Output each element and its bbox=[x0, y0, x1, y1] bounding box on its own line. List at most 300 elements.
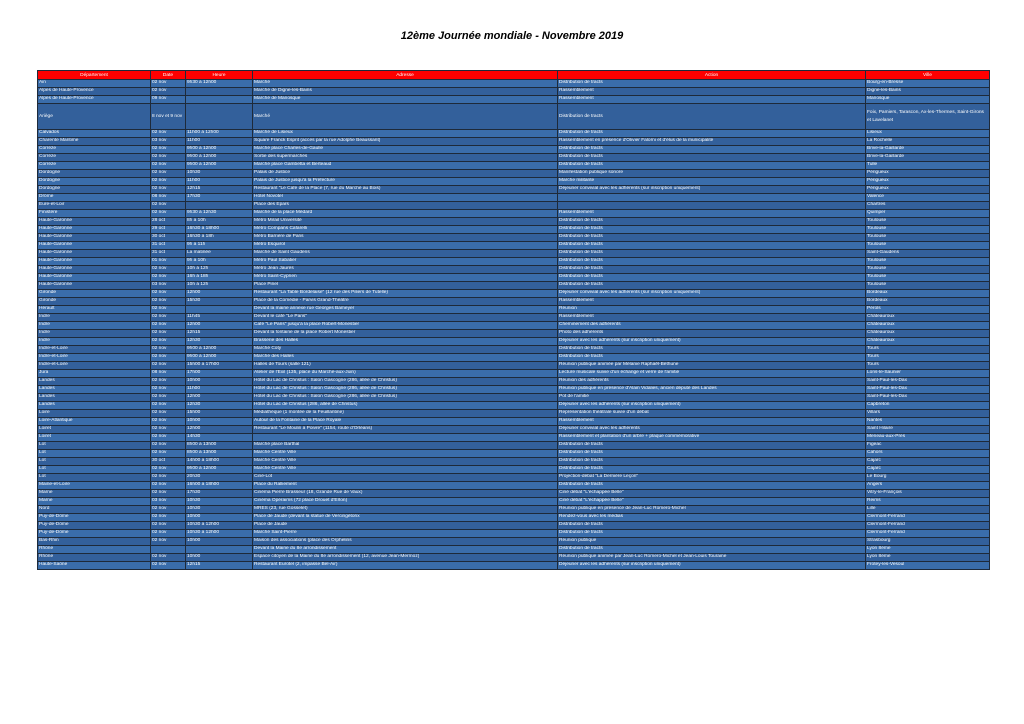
adresse-cell: MRES (23, rue Gosselet) bbox=[253, 506, 558, 514]
date-cell: 02 nov bbox=[151, 146, 186, 154]
table-row bbox=[38, 434, 990, 442]
heure-cell bbox=[186, 96, 253, 104]
action-cell: Réunion bbox=[558, 306, 866, 314]
table-row bbox=[38, 226, 990, 234]
table-header-row bbox=[38, 71, 990, 80]
table-row bbox=[38, 306, 990, 314]
action-cell: Réunion des adhérents bbox=[558, 378, 866, 386]
departement-cell: Haute-Garonne bbox=[38, 266, 151, 274]
action-cell: Rassemblement et plantation d'un arbre + plaque commémorative bbox=[558, 434, 866, 442]
action-cell: Déjeuner avec les adhérents (sur inscription uniquement) bbox=[558, 338, 866, 346]
action-cell: Distribution de tracts bbox=[558, 226, 866, 234]
ville-cell: Châteauroux bbox=[866, 314, 990, 322]
action-cell: Distribution de tracts bbox=[558, 162, 866, 170]
table-row bbox=[38, 80, 990, 88]
adresse-cell: Marché bbox=[253, 80, 558, 88]
departement-cell: Hérault bbox=[38, 306, 151, 314]
heure-cell bbox=[186, 104, 253, 130]
ville-cell: Châteauroux bbox=[866, 338, 990, 346]
date-cell: 02 nov bbox=[151, 474, 186, 482]
adresse-cell: Palais de Justice bbox=[253, 170, 558, 178]
ville-cell: Brive-la-Gaillarde bbox=[866, 154, 990, 162]
action-cell: Lecture musicale suivie d'un échange et verre de l'amitié bbox=[558, 370, 866, 378]
adresse-cell: Devant la mairie annexe rue Georges Bameyer bbox=[253, 306, 558, 314]
date-cell: 02 nov bbox=[151, 418, 186, 426]
table-row bbox=[38, 242, 990, 250]
action-cell: Distribution de tracts bbox=[558, 242, 866, 250]
heure-cell: 8h00 à 13h00 bbox=[186, 450, 253, 458]
heure-cell bbox=[186, 88, 253, 96]
adresse-cell: Ciné-Lot bbox=[253, 474, 558, 482]
date-cell: 03 nov bbox=[151, 498, 186, 506]
departement-cell: Calvados bbox=[38, 130, 151, 138]
adresse-cell: Place de Jaude (devant la statue de Vercingétorix bbox=[253, 514, 558, 522]
heure-cell: 16h à 18h bbox=[186, 274, 253, 282]
table-row bbox=[38, 96, 990, 104]
table-row bbox=[38, 186, 990, 194]
departement-cell: Lot bbox=[38, 450, 151, 458]
action-cell: Distribution de tracts bbox=[558, 218, 866, 226]
date-cell: 02 nov bbox=[151, 378, 186, 386]
column-header: Date bbox=[151, 71, 186, 80]
ville-cell: Quimper bbox=[866, 210, 990, 218]
table-row bbox=[38, 546, 990, 554]
table-row bbox=[38, 178, 990, 186]
ville-cell: Saint-Gaudens bbox=[866, 250, 990, 258]
heure-cell: 12h00 bbox=[186, 394, 253, 402]
table-row bbox=[38, 514, 990, 522]
departement-cell: Ain bbox=[38, 80, 151, 88]
action-cell: Rassemblement bbox=[558, 210, 866, 218]
heure-cell: 10h00 bbox=[186, 538, 253, 546]
date-cell: 03 nov bbox=[151, 138, 186, 146]
column-header: Adresse bbox=[253, 71, 558, 80]
ville-cell: Tours bbox=[866, 346, 990, 354]
ville-cell: Cajarc bbox=[866, 466, 990, 474]
ville-cell: Valence bbox=[866, 194, 990, 202]
heure-cell: 9h00 à 12h00 bbox=[186, 466, 253, 474]
heure-cell: 10h à 12h bbox=[186, 266, 253, 274]
departement-cell: Haute-Garonne bbox=[38, 234, 151, 242]
adresse-cell: Cinéma Pierre Brasseur (18, Grande Rue de Vaux) bbox=[253, 490, 558, 498]
heure-cell: 10h00 bbox=[186, 554, 253, 562]
date-cell: 02 nov bbox=[151, 514, 186, 522]
departement-cell: Haute-Garonne bbox=[38, 218, 151, 226]
action-cell: Rendez-vous avec les médias bbox=[558, 514, 866, 522]
table-row bbox=[38, 194, 990, 202]
table-row bbox=[38, 298, 990, 306]
date-cell: 02 nov bbox=[151, 330, 186, 338]
ville-cell: Périgueux bbox=[866, 170, 990, 178]
departement-cell: Eure-et-Loir bbox=[38, 202, 151, 210]
heure-cell: 16h30 à 18h00 bbox=[186, 226, 253, 234]
table-row bbox=[38, 314, 990, 322]
heure-cell: 11h00 bbox=[186, 386, 253, 394]
adresse-cell: Métro Barrière de Paris bbox=[253, 234, 558, 242]
departement-cell: Puy-de-Dôme bbox=[38, 522, 151, 530]
departement-cell: Indre-et-Loire bbox=[38, 362, 151, 370]
ville-cell: Frotey-les-Vesoul bbox=[866, 562, 990, 570]
ville-cell: Périgueux bbox=[866, 178, 990, 186]
adresse-cell: Restaurant "La Table Bordelaise" (12 rue des Piliers de Tutelle) bbox=[253, 290, 558, 298]
adresse-cell: Marché de Saint Gaudens bbox=[253, 250, 558, 258]
action-cell: Cheminement des adhérents bbox=[558, 322, 866, 330]
page-title: 12ème Journée mondiale - Novembre 2019 bbox=[400, 30, 624, 42]
date-cell: 02 nov bbox=[151, 522, 186, 530]
ville-cell: Digne-les-Bains bbox=[866, 88, 990, 96]
action-cell: Distribution de tracts bbox=[558, 234, 866, 242]
heure-cell bbox=[186, 202, 253, 210]
departement-cell: Corrèze bbox=[38, 162, 151, 170]
adresse-cell: Devant la Mairie du 8e arrondissement bbox=[253, 546, 558, 554]
table-row bbox=[38, 450, 990, 458]
table-row bbox=[38, 250, 990, 258]
heure-cell: 12h30 bbox=[186, 402, 253, 410]
heure-cell: 14h30 bbox=[186, 434, 253, 442]
heure-cell: 11h00 bbox=[186, 138, 253, 146]
departement-cell: Indre-et-Loire bbox=[38, 346, 151, 354]
ville-cell: Brive-la-Gaillarde bbox=[866, 146, 990, 154]
departement-cell: Lot bbox=[38, 466, 151, 474]
date-cell: 02 nov bbox=[151, 170, 186, 178]
date-cell: 02 nov bbox=[151, 88, 186, 96]
date-cell: 28 oct bbox=[151, 218, 186, 226]
adresse-cell: Hôtel du Lac de Christus (286, allée de Christus) bbox=[253, 402, 558, 410]
table-row bbox=[38, 104, 990, 130]
action-cell: Représentation théâtrale suivie d'un débat bbox=[558, 410, 866, 418]
date-cell: 30 oct bbox=[151, 458, 186, 466]
ville-cell: Tours bbox=[866, 362, 990, 370]
action-cell: Rassemblement bbox=[558, 298, 866, 306]
date-cell: 02 nov bbox=[151, 562, 186, 570]
date-cell: 02 nov bbox=[151, 290, 186, 298]
heure-cell: 12h15 bbox=[186, 562, 253, 570]
adresse-cell: Marché place Barthal bbox=[253, 442, 558, 450]
action-cell: Distribution de tracts bbox=[558, 530, 866, 538]
table-row bbox=[38, 554, 990, 562]
departement-cell: Loire bbox=[38, 410, 151, 418]
date-cell: 02 nov bbox=[151, 490, 186, 498]
departement-cell: Haute-Garonne bbox=[38, 226, 151, 234]
action-cell: Rassemblement bbox=[558, 96, 866, 104]
date-cell: 02 nov bbox=[151, 354, 186, 362]
adresse-cell: Métro Mirail Université bbox=[253, 218, 558, 226]
events-table bbox=[37, 70, 990, 570]
heure-cell: 8h à 10h bbox=[186, 218, 253, 226]
action-cell: Réunion publique bbox=[558, 538, 866, 546]
heure-cell: 10h00 bbox=[186, 514, 253, 522]
ville-cell: Vitry-le-François bbox=[866, 490, 990, 498]
departement-cell: Finistère bbox=[38, 210, 151, 218]
ville-cell: Lyon 8ème bbox=[866, 554, 990, 562]
table-row bbox=[38, 418, 990, 426]
column-header: Département bbox=[38, 71, 151, 80]
adresse-cell: Brasserie des Halles bbox=[253, 338, 558, 346]
departement-cell: Indre bbox=[38, 322, 151, 330]
action-cell: Distribution de tracts bbox=[558, 154, 866, 162]
date-cell: 02 nov bbox=[151, 362, 186, 370]
adresse-cell: Hôtel du Lac de Christus : Salon Gascogne (286, allée de Christus) bbox=[253, 394, 558, 402]
table-row bbox=[38, 410, 990, 418]
ville-cell: Pérols bbox=[866, 306, 990, 314]
adresse-cell: Sortie des supermarchés bbox=[253, 154, 558, 162]
table-row bbox=[38, 386, 990, 394]
heure-cell: 8h00 à 13h00 bbox=[186, 442, 253, 450]
ville-cell: Strasbourg bbox=[866, 538, 990, 546]
adresse-cell: Place Pinel bbox=[253, 282, 558, 290]
adresse-cell: Métro Compans Cafarelli bbox=[253, 226, 558, 234]
heure-cell: 17h30 bbox=[186, 194, 253, 202]
departement-cell: Alpes de Haute-Provence bbox=[38, 88, 151, 96]
action-cell: Distribution de tracts bbox=[558, 522, 866, 530]
table-row bbox=[38, 146, 990, 154]
ville-cell: Angers bbox=[866, 482, 990, 490]
adresse-cell: Cinéma Opéraims (72 place Drouet d'Erlon) bbox=[253, 498, 558, 506]
adresse-cell: Marché Centre Ville bbox=[253, 466, 558, 474]
heure-cell: 10h à 12h bbox=[186, 282, 253, 290]
action-cell bbox=[558, 202, 866, 210]
table-row bbox=[38, 88, 990, 96]
heure-cell: 9h00 à 12h00 bbox=[186, 146, 253, 154]
date-cell: 02 nov bbox=[151, 298, 186, 306]
adresse-cell: Restaurant "Le Café de la Place (7, rue du Marché au Bois) bbox=[253, 186, 558, 194]
date-cell: 02 nov bbox=[151, 306, 186, 314]
adresse-cell: Marché Centre Ville bbox=[253, 458, 558, 466]
table-row bbox=[38, 338, 990, 346]
heure-cell: 12h00 bbox=[186, 426, 253, 434]
departement-cell: Lot bbox=[38, 474, 151, 482]
table-row bbox=[38, 162, 990, 170]
action-cell: Déjeuner convivial avec les adhérents (sur inscription uniquement) bbox=[558, 290, 866, 298]
action-cell: Distribution de tracts bbox=[558, 80, 866, 88]
adresse-cell: Maison des associations (place des Orphelins bbox=[253, 538, 558, 546]
date-cell: 08 nov bbox=[151, 370, 186, 378]
adresse-cell: Hôtel Novotel bbox=[253, 194, 558, 202]
departement-cell: Dordogne bbox=[38, 170, 151, 178]
departement-cell: Haute-Garonne bbox=[38, 242, 151, 250]
heure-cell: 9h00 à 12h00 bbox=[186, 346, 253, 354]
departement-cell: Lot bbox=[38, 442, 151, 450]
departement-cell: Landes bbox=[38, 386, 151, 394]
adresse-cell: Médiathèque (1 montée de la Feuillantine) bbox=[253, 410, 558, 418]
date-cell: 02 nov bbox=[151, 434, 186, 442]
ville-cell: Clermont-Ferrand bbox=[866, 514, 990, 522]
action-cell: Photo des adhérents bbox=[558, 330, 866, 338]
date-cell: 02 nov bbox=[151, 130, 186, 138]
table-row bbox=[38, 506, 990, 514]
departement-cell: Ariège bbox=[38, 104, 151, 130]
date-cell: 02 nov bbox=[151, 178, 186, 186]
adresse-cell: Métro Jean Jaurès bbox=[253, 266, 558, 274]
ville-cell: Toulouse bbox=[866, 218, 990, 226]
heure-cell: 11h45 bbox=[186, 314, 253, 322]
heure-cell: 11h00 à 12h00 bbox=[186, 130, 253, 138]
date-cell: 02 nov bbox=[151, 346, 186, 354]
heure-cell: 15h00 bbox=[186, 410, 253, 418]
heure-cell: 9h00 à 12h00 bbox=[186, 354, 253, 362]
date-cell: 02 nov bbox=[151, 426, 186, 434]
departement-cell: Haute-Saône bbox=[38, 562, 151, 570]
table-row bbox=[38, 274, 990, 282]
adresse-cell: Métro Saint-Cyprien bbox=[253, 274, 558, 282]
departement-cell: Haute-Garonne bbox=[38, 250, 151, 258]
action-cell: Distribution de tracts bbox=[558, 354, 866, 362]
table-row bbox=[38, 530, 990, 538]
date-cell: 02 nov bbox=[151, 506, 186, 514]
ville-cell: Meneau-aux-Prés bbox=[866, 434, 990, 442]
action-cell: Distribution de tracts bbox=[558, 546, 866, 554]
departement-cell: Bas-Rhin bbox=[38, 538, 151, 546]
heure-cell bbox=[186, 546, 253, 554]
adresse-cell bbox=[253, 434, 558, 442]
date-cell: 29 oct bbox=[151, 226, 186, 234]
action-cell: Distribution de tracts bbox=[558, 442, 866, 450]
departement-cell: Loiret bbox=[38, 426, 151, 434]
ville-cell: Toulouse bbox=[866, 274, 990, 282]
table-row bbox=[38, 330, 990, 338]
date-cell: 02 nov bbox=[151, 442, 186, 450]
table-row bbox=[38, 474, 990, 482]
column-header: Action bbox=[558, 71, 866, 80]
heure-cell: 10h30 à 12h00 bbox=[186, 522, 253, 530]
table-row bbox=[38, 562, 990, 570]
ville-cell: Toulouse bbox=[866, 282, 990, 290]
column-header: Heure bbox=[186, 71, 253, 80]
heure-cell: 12h30 bbox=[186, 338, 253, 346]
action-cell: Distribution de tracts bbox=[558, 282, 866, 290]
ville-cell: Villars bbox=[866, 410, 990, 418]
table-row bbox=[38, 378, 990, 386]
adresse-cell: Marché de Digne-les-Bains bbox=[253, 88, 558, 96]
action-cell: Distribution de tracts bbox=[558, 250, 866, 258]
date-cell: 31 oct bbox=[151, 250, 186, 258]
date-cell: 02 nov bbox=[151, 530, 186, 538]
departement-cell: Dordogne bbox=[38, 178, 151, 186]
column-header: Ville bbox=[866, 71, 990, 80]
action-cell: Déjeuner convivial avec les adhérents (sur inscription uniquement) bbox=[558, 186, 866, 194]
table-row bbox=[38, 466, 990, 474]
departement-cell: Marne bbox=[38, 490, 151, 498]
action-cell: Manifestation publique sonore bbox=[558, 170, 866, 178]
table-row bbox=[38, 282, 990, 290]
departement-cell: Maine-et-Loire bbox=[38, 482, 151, 490]
date-cell: 02 nov bbox=[151, 466, 186, 474]
adresse-cell: Atelier de l'Exil (135, place du Marché-aux-Juin) bbox=[253, 370, 558, 378]
action-cell: Distribution de tracts bbox=[558, 266, 866, 274]
action-cell: Déjeuner convivial avec les adhérents bbox=[558, 426, 866, 434]
adresse-cell: Halles de Tours (salle 121) bbox=[253, 362, 558, 370]
heure-cell: 20h30 bbox=[186, 474, 253, 482]
adresse-cell: Devant le café "Le Paris" bbox=[253, 314, 558, 322]
ville-cell: Toulouse bbox=[866, 258, 990, 266]
ville-cell: Saint Hilaire bbox=[866, 426, 990, 434]
adresse-cell: Espace citoyen de la Mairie du 8e arrondissement (12, avenue Jean-Mermoz) bbox=[253, 554, 558, 562]
departement-cell: Loire-Atlantique bbox=[38, 418, 151, 426]
action-cell: Rassemblement bbox=[558, 314, 866, 322]
table-row bbox=[38, 290, 990, 298]
adresse-cell: Restaurant Eurotel (2, impasse Bel-Air) bbox=[253, 562, 558, 570]
table-body bbox=[38, 80, 990, 570]
table-row bbox=[38, 498, 990, 506]
table-row bbox=[38, 354, 990, 362]
departement-cell: Marne bbox=[38, 498, 151, 506]
date-cell: 03 nov bbox=[151, 282, 186, 290]
adresse-cell: Place de Jaude bbox=[253, 522, 558, 530]
heure-cell: 14h00 à 18h00 bbox=[186, 458, 253, 466]
date-cell: 02 nov bbox=[151, 210, 186, 218]
action-cell: Réunion publique en présence de Jean-Luc Romero-Michel bbox=[558, 506, 866, 514]
departement-cell: Landes bbox=[38, 394, 151, 402]
action-cell: Marche militante bbox=[558, 178, 866, 186]
ville-cell: Tulle bbox=[866, 162, 990, 170]
adresse-cell: Marché des Halles bbox=[253, 354, 558, 362]
heure-cell: 12h15 bbox=[186, 186, 253, 194]
ville-cell: Tours bbox=[866, 354, 990, 362]
action-cell: Déjeuner avec les adhérents (sur inscription uniquement) bbox=[558, 562, 866, 570]
ville-cell: Saint-Paul-les-Dax bbox=[866, 386, 990, 394]
date-cell: 02 nov bbox=[151, 450, 186, 458]
date-cell: 02 nov bbox=[151, 186, 186, 194]
adresse-cell: Place de la Comédie - Parvis Grand-Théâtre bbox=[253, 298, 558, 306]
ville-cell: Reims bbox=[866, 498, 990, 506]
date-cell: 09 nov bbox=[151, 96, 186, 104]
adresse-cell: Palais de Justice jusqu'à la Préfecture bbox=[253, 178, 558, 186]
adresse-cell: Métro Esquirol bbox=[253, 242, 558, 250]
adresse-cell: Marché Saint-Pierre bbox=[253, 530, 558, 538]
adresse-cell: Square Franck Esprit (accès par la rue Adolphe Beaussant) bbox=[253, 138, 558, 146]
ville-cell: Capbreton bbox=[866, 402, 990, 410]
adresse-cell: Place du Ralliement bbox=[253, 482, 558, 490]
heure-cell: 12h15 bbox=[186, 330, 253, 338]
heure-cell: 16h00 à 18h00 bbox=[186, 482, 253, 490]
action-cell: Rassemblement bbox=[558, 418, 866, 426]
heure-cell: 11h00 bbox=[186, 178, 253, 186]
ville-cell: Nantes bbox=[866, 418, 990, 426]
ville-cell: Lyon 8ème bbox=[866, 546, 990, 554]
departement-cell: Lot bbox=[38, 458, 151, 466]
heure-cell: 9h00 à 12h00 bbox=[186, 154, 253, 162]
departement-cell: Haute-Garonne bbox=[38, 274, 151, 282]
adresse-cell: Marché place Gambetta et Berteaud bbox=[253, 162, 558, 170]
action-cell: Distribution de tracts bbox=[558, 450, 866, 458]
adresse-cell: Restaurant "Le Moulin à Poivre" (1154, route d'Orléans) bbox=[253, 426, 558, 434]
action-cell: Projection-débat "La Dernière Leçon" bbox=[558, 474, 866, 482]
adresse-cell: Marché Centre Ville bbox=[253, 450, 558, 458]
action-cell: Réunion publique animée par Jean-Luc Romero-Michel et Jean-Louis Touraine bbox=[558, 554, 866, 562]
departement-cell: Puy-de-Dôme bbox=[38, 530, 151, 538]
table-row bbox=[38, 538, 990, 546]
heure-cell: 12h00 bbox=[186, 322, 253, 330]
date-cell: 02 nov bbox=[151, 402, 186, 410]
date-cell: 8 nov et 9 nov bbox=[151, 104, 186, 130]
departement-cell: Gironde bbox=[38, 290, 151, 298]
date-cell: 02 nov bbox=[151, 162, 186, 170]
date-cell: 02 nov bbox=[151, 322, 186, 330]
departement-cell: Haute-Garonne bbox=[38, 258, 151, 266]
ville-cell: Lille bbox=[866, 506, 990, 514]
date-cell: 02 nov bbox=[151, 386, 186, 394]
action-cell: Distribution de tracts bbox=[558, 146, 866, 154]
adresse-cell: Marché de Manosque bbox=[253, 96, 558, 104]
date-cell: 08 nov bbox=[151, 194, 186, 202]
ville-cell: Cajarc bbox=[866, 458, 990, 466]
table-row bbox=[38, 234, 990, 242]
heure-cell: 10h30 bbox=[186, 506, 253, 514]
ville-cell: Périgueux bbox=[866, 186, 990, 194]
heure-cell: 9h30 à 12h30 bbox=[186, 210, 253, 218]
adresse-cell: Marché place Charles-de-Gaulle bbox=[253, 146, 558, 154]
adresse-cell: Café "Le Paris" jusqu'à la place Robert-Monestier bbox=[253, 322, 558, 330]
